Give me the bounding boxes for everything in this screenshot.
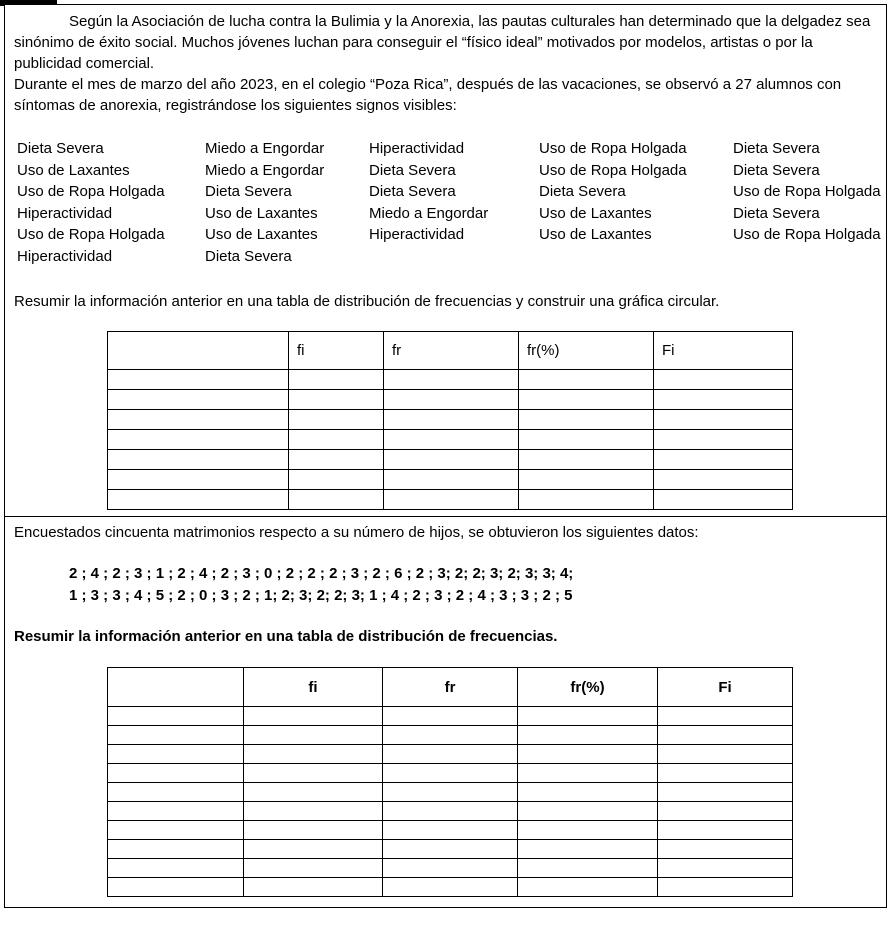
empty-cell (244, 726, 383, 745)
empty-cell (518, 783, 658, 802)
empty-cell (383, 783, 518, 802)
empty-cell (518, 878, 658, 897)
sign-item: Hiperactividad (17, 204, 113, 222)
sign-item: Uso de Ropa Holgada (17, 183, 165, 200)
sign-item: Uso de Ropa Holgada (733, 183, 881, 200)
sign-item: Dieta Severa (539, 183, 626, 200)
data-lines (69, 563, 877, 607)
empty-cell (383, 726, 518, 745)
empty-cell (658, 821, 793, 840)
table1-body (108, 369, 793, 509)
empty-cell (519, 409, 654, 429)
table1-header-row (108, 331, 793, 369)
empty-cell (383, 745, 518, 764)
empty-cell (383, 707, 518, 726)
empty-cell (108, 409, 289, 429)
intro-paragraph: Según la Asociación de lucha contra la Bulimia y la Anorexia, las pautas culturales han determinado que la delgadez sea sinónimo de éxito social. Muchos jóvenes luchan para conseguir el “físico ideal” motivados por modelos, artistas o por la publicidad comercial. (14, 13, 871, 72)
sign-item: Miedo a Engordar (205, 161, 325, 179)
empty-row (108, 489, 793, 509)
empty-row (108, 802, 793, 821)
sign-item (733, 246, 881, 267)
empty-cell (384, 429, 519, 449)
sign-item (539, 246, 733, 267)
sign-item: Dieta Severa (369, 161, 456, 179)
empty-row (108, 764, 793, 783)
empty-cell (108, 840, 244, 859)
empty-cell (384, 409, 519, 429)
table2-header-Fi: Fi (658, 668, 793, 707)
empty-row (108, 429, 793, 449)
exercise-children-section (5, 517, 886, 907)
empty-cell (289, 409, 384, 429)
data-line-1: 2 ; 4 ; 2 ; 3 ; 1 ; 2 ; 4 ; 2 ; 3 ; 0 ; 2 ; 2 ; 2 ; 3 ; 2 ; 6 ; 2 ; 3; 2; 2; 3; 2; 3; 3; 4; (69, 565, 574, 582)
empty-cell (289, 429, 384, 449)
sign-item: Dieta Severa (733, 140, 820, 157)
empty-cell (108, 429, 289, 449)
sign-item: Uso de Ropa Holgada (733, 226, 881, 243)
empty-cell (658, 726, 793, 745)
frequency-table-1 (107, 331, 793, 510)
empty-cell (658, 783, 793, 802)
table2-body (108, 707, 793, 897)
empty-cell (108, 389, 289, 409)
empty-cell (519, 489, 654, 509)
table1-header-fi: fi (289, 331, 384, 369)
empty-cell (108, 745, 244, 764)
empty-cell (383, 764, 518, 783)
intro-paragraph-2: Encuestados cincuenta matrimonios respecto a su número de hijos, se obtuvieron los siguientes datos: (14, 524, 699, 541)
empty-cell (519, 389, 654, 409)
sign-item: Dieta Severa (369, 183, 456, 200)
frequency-table-2 (107, 667, 793, 897)
empty-cell (658, 840, 793, 859)
empty-cell (518, 745, 658, 764)
sign-item: Uso de Laxantes (17, 161, 130, 179)
empty-cell (518, 707, 658, 726)
empty-row (108, 369, 793, 389)
empty-row (108, 409, 793, 429)
sign-item: Uso de Laxantes (539, 226, 652, 243)
signs-grid (14, 138, 881, 267)
table2-header-fi: fi (244, 668, 383, 707)
empty-cell (108, 449, 289, 469)
empty-cell (384, 489, 519, 509)
empty-cell (654, 449, 793, 469)
context-paragraph: Durante el mes de marzo del año 2023, en el colegio “Poza Rica”, después de las vacaciones, se observó a 27 alumnos con síntomas de anorexia, registrándose los siguientes signos visibles: (14, 76, 842, 114)
empty-cell (383, 840, 518, 859)
empty-cell (518, 726, 658, 745)
empty-cell (658, 878, 793, 897)
empty-cell (108, 764, 244, 783)
empty-cell (654, 469, 793, 489)
empty-row (108, 859, 793, 878)
sign-item: Hiperactividad (369, 226, 465, 243)
empty-cell (654, 369, 793, 389)
sign-item: Dieta Severa (733, 204, 820, 222)
sign-item (369, 246, 539, 267)
empty-row (108, 726, 793, 745)
sign-item: Dieta Severa (733, 161, 820, 179)
empty-cell (658, 802, 793, 821)
table1-header-Fi: Fi (654, 331, 793, 369)
empty-cell (654, 409, 793, 429)
empty-cell (518, 821, 658, 840)
sign-item: Uso de Laxantes (205, 204, 318, 222)
empty-cell (518, 859, 658, 878)
empty-cell (108, 469, 289, 489)
empty-cell (289, 489, 384, 509)
sign-item: Miedo a Engordar (205, 140, 325, 157)
sign-item: Uso de Ropa Holgada (17, 226, 165, 243)
empty-row (108, 878, 793, 897)
sign-item: Dieta Severa (205, 247, 292, 265)
exercise-anorexia-section (5, 5, 886, 517)
empty-cell (108, 369, 289, 389)
empty-row (108, 469, 793, 489)
empty-cell (658, 745, 793, 764)
empty-row (108, 449, 793, 469)
empty-cell (108, 783, 244, 802)
empty-cell (654, 389, 793, 409)
empty-cell (244, 764, 383, 783)
empty-cell (383, 821, 518, 840)
empty-row (108, 783, 793, 802)
sign-item: Miedo a Engordar (369, 204, 489, 222)
table1-header-fr: fr (384, 331, 519, 369)
empty-cell (244, 745, 383, 764)
empty-cell (383, 802, 518, 821)
empty-cell (658, 764, 793, 783)
empty-row (108, 707, 793, 726)
sign-item: Uso de Laxantes (539, 204, 652, 222)
empty-row (108, 840, 793, 859)
empty-cell (244, 878, 383, 897)
instruction-text-2: Resumir la información anterior en una tabla de distribución de frecuencias. (14, 628, 558, 645)
table2-header-frpct: fr(%) (518, 668, 658, 707)
empty-cell (108, 707, 244, 726)
table1-header-frpct: fr(%) (519, 331, 654, 369)
empty-cell (244, 802, 383, 821)
table2-header-fr: fr (383, 668, 518, 707)
document-frame (4, 4, 887, 908)
empty-cell (654, 429, 793, 449)
empty-cell (383, 878, 518, 897)
sign-item: Uso de Laxantes (205, 226, 318, 243)
empty-cell (384, 449, 519, 469)
empty-cell (289, 469, 384, 489)
empty-cell (244, 859, 383, 878)
empty-cell (519, 469, 654, 489)
empty-cell (384, 469, 519, 489)
sign-item: Uso de Ropa Holgada (539, 161, 687, 179)
empty-row (108, 821, 793, 840)
sign-item: Hiperactividad (17, 247, 113, 265)
empty-cell (244, 783, 383, 802)
empty-cell (244, 821, 383, 840)
empty-cell (518, 840, 658, 859)
sign-item: Dieta Severa (205, 183, 292, 200)
empty-cell (108, 802, 244, 821)
empty-cell (654, 489, 793, 509)
empty-row (108, 389, 793, 409)
empty-cell (384, 389, 519, 409)
empty-cell (518, 802, 658, 821)
sign-item: Hiperactividad (369, 140, 465, 157)
empty-cell (108, 821, 244, 840)
empty-cell (383, 859, 518, 878)
empty-cell (108, 726, 244, 745)
empty-cell (519, 449, 654, 469)
empty-cell (518, 764, 658, 783)
empty-cell (289, 369, 384, 389)
empty-cell (519, 429, 654, 449)
empty-cell (108, 859, 244, 878)
empty-cell (658, 707, 793, 726)
empty-cell (244, 707, 383, 726)
empty-cell (289, 449, 384, 469)
table2-header-row (108, 668, 793, 707)
sign-item: Dieta Severa (17, 140, 104, 157)
empty-cell (658, 859, 793, 878)
empty-cell (108, 489, 289, 509)
sign-item: Uso de Ropa Holgada (539, 140, 687, 157)
empty-row (108, 745, 793, 764)
empty-cell (519, 369, 654, 389)
data-line-2: 1 ; 3 ; 3 ; 4 ; 5 ; 2 ; 0 ; 3 ; 2 ; 1; 2; 3; 2; 2; 3; 1 ; 4 ; 2 ; 3 ; 2 ; 4 ; 3 ; 3 ; 2 ; 5 (69, 587, 573, 604)
empty-cell (384, 369, 519, 389)
table1-header-category (108, 331, 289, 369)
empty-cell (289, 389, 384, 409)
instruction-text-1: Resumir la información anterior en una tabla de distribución de frecuencias y construir una gráfica circular. (14, 292, 720, 310)
empty-cell (108, 878, 244, 897)
empty-cell (244, 840, 383, 859)
table2-header-category (108, 668, 244, 707)
